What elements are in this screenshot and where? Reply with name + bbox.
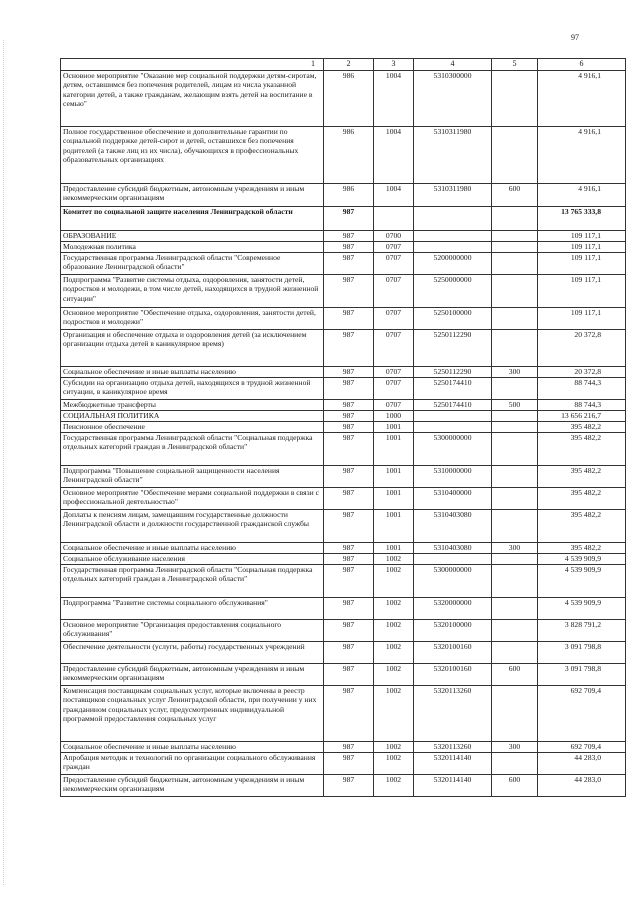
row-name-cell: Молодежная политика	[61, 242, 324, 253]
row-ministry-code-cell: 987	[324, 565, 374, 598]
row-amount-cell: 109 117,1	[538, 242, 626, 253]
table-row	[61, 330, 626, 367]
row-expense-type-cell	[492, 466, 538, 488]
scan-margin-edge	[3, 40, 4, 885]
row-expense-type-cell	[492, 488, 538, 510]
page-number: 97	[571, 33, 579, 42]
row-expense-type-cell: 500	[492, 400, 538, 411]
row-ministry-code-cell: 987	[324, 620, 374, 642]
table-row	[61, 367, 626, 378]
row-amount-cell: 109 117,1	[538, 308, 626, 330]
column-header-1: 1	[61, 59, 324, 71]
row-target-article-cell: 5250112290	[414, 330, 492, 367]
row-amount-cell: 395 482,2	[538, 510, 626, 543]
row-name-cell: Предоставление субсидий бюджетным, автономным учреждениям и иным некоммерческим организациям	[61, 775, 324, 797]
table-row	[61, 378, 626, 400]
row-name-cell: Подпрограмма "Развитие системы социального обслуживания"	[61, 598, 324, 620]
row-amount-cell: 4 916,1	[538, 71, 626, 127]
row-name-cell: Комитет по социальной защите населения Ленинградской области	[61, 207, 324, 231]
row-expense-type-cell	[492, 242, 538, 253]
row-name-cell: Основное мероприятие "Оказание мер социальной поддержки детям-сиротам, детям, оставшимся без попечения родителей, лицам из числа указанной категории детей, а также гражданам, желающим взять детей на воспитание в семью"	[61, 71, 324, 127]
row-section-code-cell: 1002	[374, 775, 414, 797]
row-amount-cell: 395 482,2	[538, 543, 626, 554]
row-expense-type-cell	[492, 598, 538, 620]
row-expense-type-cell: 600	[492, 184, 538, 207]
row-ministry-code-cell: 987	[324, 378, 374, 400]
row-section-code-cell: 0707	[374, 367, 414, 378]
table-row	[61, 207, 626, 231]
row-target-article-cell	[414, 231, 492, 242]
row-name-cell: Компенсация поставщикам социальных услуг, которые включены в реестр поставщиков социальных услуг Ленинградской области, при получении у них гражданином социальных услуг, предусмотренных индивидуальной программой предоставления социальных услуг	[61, 686, 324, 742]
row-target-article-cell: 5310000000	[414, 466, 492, 488]
row-amount-cell: 44 283,0	[538, 775, 626, 797]
row-section-code-cell: 0700	[374, 231, 414, 242]
row-expense-type-cell: 600	[492, 664, 538, 686]
row-name-cell: Основное мероприятие "Организация предоставления социального обслуживания"	[61, 620, 324, 642]
row-expense-type-cell	[492, 433, 538, 466]
row-ministry-code-cell: 987	[324, 753, 374, 775]
row-amount-cell: 4 916,1	[538, 127, 626, 184]
row-target-article-cell: 5320114140	[414, 753, 492, 775]
row-target-article-cell: 5320100160	[414, 664, 492, 686]
row-ministry-code-cell: 987	[324, 466, 374, 488]
row-section-code-cell: 1001	[374, 510, 414, 543]
row-ministry-code-cell: 987	[324, 400, 374, 411]
row-expense-type-cell	[492, 565, 538, 598]
row-ministry-code-cell: 987	[324, 686, 374, 742]
row-name-cell: Социальное обеспечение и иные выплаты населению	[61, 543, 324, 554]
row-section-code-cell: 1004	[374, 127, 414, 184]
row-target-article-cell: 5310403080	[414, 510, 492, 543]
row-ministry-code-cell: 987	[324, 433, 374, 466]
row-ministry-code-cell: 987	[324, 207, 374, 231]
table-row	[61, 411, 626, 422]
row-target-article-cell	[414, 554, 492, 565]
row-expense-type-cell	[492, 422, 538, 433]
table-row	[61, 753, 626, 775]
row-ministry-code-cell: 987	[324, 598, 374, 620]
row-ministry-code-cell: 986	[324, 127, 374, 184]
table-row	[61, 565, 626, 598]
row-section-code-cell: 0707	[374, 378, 414, 400]
row-expense-type-cell	[492, 127, 538, 184]
row-name-cell: Предоставление субсидий бюджетным, автономным учреждениям и иным некоммерческим организациям	[61, 184, 324, 207]
row-name-cell: Организация и обеспечение отдыха и оздоровления детей (за исключением организации отдыха детей в каникулярное время)	[61, 330, 324, 367]
row-section-code-cell: 0707	[374, 308, 414, 330]
row-amount-cell: 44 283,0	[538, 753, 626, 775]
row-section-code-cell: 1004	[374, 184, 414, 207]
row-amount-cell: 20 372,8	[538, 330, 626, 367]
table-row	[61, 510, 626, 543]
row-section-code-cell: 0707	[374, 242, 414, 253]
row-name-cell: Государственная программа Ленинградской области "Социальная поддержка отдельных категорий граждан в Ленинградской области"	[61, 433, 324, 466]
row-expense-type-cell	[492, 686, 538, 742]
row-amount-cell: 692 709,4	[538, 686, 626, 742]
column-header-6: 6	[538, 59, 626, 71]
column-header-3: 3	[374, 59, 414, 71]
row-target-article-cell: 5250100000	[414, 308, 492, 330]
row-expense-type-cell: 300	[492, 742, 538, 753]
row-section-code-cell: 1002	[374, 554, 414, 565]
table-row	[61, 742, 626, 753]
row-section-code-cell: 1001	[374, 433, 414, 466]
row-name-cell: Субсидии на организацию отдыха детей, находящихся в трудной жизненной ситуации, в каникулярное время	[61, 378, 324, 400]
row-section-code-cell: 1002	[374, 753, 414, 775]
row-target-article-cell: 5320114140	[414, 775, 492, 797]
row-amount-cell: 13 765 333,8	[538, 207, 626, 231]
row-amount-cell: 395 482,2	[538, 422, 626, 433]
row-target-article-cell: 5250174410	[414, 378, 492, 400]
row-section-code-cell: 1001	[374, 543, 414, 554]
row-ministry-code-cell: 987	[324, 330, 374, 367]
row-name-cell: ОБРАЗОВАНИЕ	[61, 231, 324, 242]
budget-table	[60, 58, 626, 797]
row-ministry-code-cell: 987	[324, 231, 374, 242]
row-section-code-cell: 1002	[374, 642, 414, 664]
row-name-cell: Государственная программа Ленинградской области "Социальная поддержка отдельных категорий граждан в Ленинградской области"	[61, 565, 324, 598]
table-row	[61, 554, 626, 565]
row-ministry-code-cell: 987	[324, 510, 374, 543]
table-row	[61, 71, 626, 127]
row-amount-cell: 109 117,1	[538, 253, 626, 275]
row-target-article-cell: 5250112290	[414, 367, 492, 378]
row-name-cell: СОЦИАЛЬНАЯ ПОЛИТИКА	[61, 411, 324, 422]
row-section-code-cell: 1002	[374, 664, 414, 686]
row-amount-cell: 13 656 216,7	[538, 411, 626, 422]
row-ministry-code-cell: 987	[324, 367, 374, 378]
row-amount-cell: 395 482,2	[538, 488, 626, 510]
table-row	[61, 642, 626, 664]
table-row	[61, 775, 626, 797]
row-name-cell: Полное государственное обеспечение и дополнительные гарантии по социальной поддержке детей-сирот и детей, оставшихся без попечения родителей (а также лиц из их числа), обучающихся в профессиональных образовательных организациях	[61, 127, 324, 184]
row-target-article-cell: 5250000000	[414, 275, 492, 308]
table-row	[61, 253, 626, 275]
row-target-article-cell: 5300000000	[414, 433, 492, 466]
row-section-code-cell: 1001	[374, 422, 414, 433]
row-amount-cell: 395 482,2	[538, 466, 626, 488]
row-ministry-code-cell: 986	[324, 71, 374, 127]
row-amount-cell: 692 709,4	[538, 742, 626, 753]
row-target-article-cell: 5320113260	[414, 686, 492, 742]
row-amount-cell: 88 744,3	[538, 378, 626, 400]
row-name-cell: Социальное обслуживание населения	[61, 554, 324, 565]
column-header-5: 5	[492, 59, 538, 71]
row-section-code-cell: 1002	[374, 742, 414, 753]
row-expense-type-cell	[492, 207, 538, 231]
table-row	[61, 466, 626, 488]
row-expense-type-cell	[492, 620, 538, 642]
table-row	[61, 488, 626, 510]
row-target-article-cell: 5250174410	[414, 400, 492, 411]
row-amount-cell: 3 091 798,8	[538, 642, 626, 664]
row-ministry-code-cell: 987	[324, 775, 374, 797]
row-name-cell: Апробация методик и технологий по организации социального обслуживания граждан	[61, 753, 324, 775]
row-ministry-code-cell: 987	[324, 543, 374, 554]
row-section-code-cell: 1004	[374, 71, 414, 127]
row-name-cell: Пенсионное обеспечение	[61, 422, 324, 433]
row-section-code-cell: 1002	[374, 598, 414, 620]
row-ministry-code-cell: 987	[324, 742, 374, 753]
row-ministry-code-cell: 987	[324, 253, 374, 275]
row-section-code-cell: 1001	[374, 488, 414, 510]
row-section-code-cell	[374, 207, 414, 231]
row-ministry-code-cell: 987	[324, 664, 374, 686]
table-body	[61, 71, 626, 797]
row-target-article-cell	[414, 422, 492, 433]
row-target-article-cell	[414, 411, 492, 422]
table-row	[61, 127, 626, 184]
row-target-article-cell: 5300000000	[414, 565, 492, 598]
row-ministry-code-cell: 987	[324, 642, 374, 664]
table-row	[61, 686, 626, 742]
row-target-article-cell	[414, 242, 492, 253]
table-row	[61, 543, 626, 554]
row-name-cell: Подпрограмма "Развитие системы отдыха, оздоровления, занятости детей, подростков и молодежи, в том числе детей, находящихся в трудной жизненной ситуации"	[61, 275, 324, 308]
row-target-article-cell: 5310400000	[414, 488, 492, 510]
row-ministry-code-cell: 987	[324, 308, 374, 330]
row-target-article-cell: 5310311980	[414, 127, 492, 184]
row-name-cell: Доплаты к пенсиям лицам, замещавшим государственные должности Ленинградской области и должности государственной гражданской службы	[61, 510, 324, 543]
row-name-cell: Социальное обеспечение и иные выплаты населению	[61, 742, 324, 753]
row-expense-type-cell	[492, 275, 538, 308]
row-ministry-code-cell: 987	[324, 411, 374, 422]
row-expense-type-cell	[492, 308, 538, 330]
table-row	[61, 598, 626, 620]
row-expense-type-cell: 600	[492, 775, 538, 797]
row-amount-cell: 3 828 791,2	[538, 620, 626, 642]
table-row	[61, 308, 626, 330]
row-target-article-cell: 5310311980	[414, 184, 492, 207]
row-amount-cell: 109 117,1	[538, 231, 626, 242]
table-row	[61, 275, 626, 308]
row-amount-cell: 109 117,1	[538, 275, 626, 308]
table-row	[61, 620, 626, 642]
row-name-cell: Основное мероприятие "Обеспечение отдыха, оздоровления, занятости детей, подростков и молодежи"	[61, 308, 324, 330]
row-name-cell: Межбюджетные трансферты	[61, 400, 324, 411]
row-expense-type-cell	[492, 253, 538, 275]
row-expense-type-cell: 300	[492, 543, 538, 554]
row-section-code-cell: 0707	[374, 330, 414, 367]
row-amount-cell: 20 372,8	[538, 367, 626, 378]
row-section-code-cell: 1000	[374, 411, 414, 422]
row-target-article-cell: 5200000000	[414, 253, 492, 275]
row-section-code-cell: 0707	[374, 275, 414, 308]
row-expense-type-cell	[492, 510, 538, 543]
row-expense-type-cell	[492, 71, 538, 127]
table-row	[61, 422, 626, 433]
row-target-article-cell: 5320100160	[414, 642, 492, 664]
row-expense-type-cell	[492, 411, 538, 422]
row-section-code-cell: 0707	[374, 253, 414, 275]
row-name-cell: Основное мероприятие "Обеспечение мерами социальной поддержки в связи с профессиональной деятельностью"	[61, 488, 324, 510]
row-amount-cell: 4 539 909,9	[538, 565, 626, 598]
table-row	[61, 231, 626, 242]
row-ministry-code-cell: 987	[324, 554, 374, 565]
table-row	[61, 242, 626, 253]
row-name-cell: Обеспечение деятельности (услуги, работы) государственных учреждений	[61, 642, 324, 664]
row-target-article-cell: 5320100000	[414, 620, 492, 642]
row-expense-type-cell	[492, 378, 538, 400]
row-amount-cell: 88 744,3	[538, 400, 626, 411]
row-target-article-cell	[414, 207, 492, 231]
row-expense-type-cell: 300	[492, 367, 538, 378]
row-target-article-cell: 5310403080	[414, 543, 492, 554]
table-header-row	[61, 59, 626, 71]
row-amount-cell: 4 539 909,9	[538, 598, 626, 620]
row-ministry-code-cell: 987	[324, 488, 374, 510]
column-header-2: 2	[324, 59, 374, 71]
row-ministry-code-cell: 987	[324, 275, 374, 308]
row-amount-cell: 395 482,2	[538, 433, 626, 466]
row-amount-cell: 4 916,1	[538, 184, 626, 207]
row-expense-type-cell	[492, 554, 538, 565]
row-target-article-cell: 5320113260	[414, 742, 492, 753]
row-section-code-cell: 0707	[374, 400, 414, 411]
row-ministry-code-cell: 986	[324, 184, 374, 207]
row-section-code-cell: 1002	[374, 620, 414, 642]
table-row	[61, 664, 626, 686]
row-amount-cell: 4 539 909,9	[538, 554, 626, 565]
row-expense-type-cell	[492, 231, 538, 242]
row-target-article-cell: 5320000000	[414, 598, 492, 620]
row-section-code-cell: 1001	[374, 466, 414, 488]
row-amount-cell: 3 091 798,8	[538, 664, 626, 686]
row-section-code-cell: 1002	[374, 686, 414, 742]
row-expense-type-cell	[492, 330, 538, 367]
row-name-cell: Подпрограмма "Повышение социальной защищенности населения Ленинградской области"	[61, 466, 324, 488]
row-name-cell: Государственная программа Ленинградской области "Современное образование Ленинградской области"	[61, 253, 324, 275]
row-expense-type-cell	[492, 753, 538, 775]
table-row	[61, 400, 626, 411]
column-header-4: 4	[414, 59, 492, 71]
row-ministry-code-cell: 987	[324, 422, 374, 433]
table-row	[61, 433, 626, 466]
row-expense-type-cell	[492, 642, 538, 664]
row-name-cell: Предоставление субсидий бюджетным, автономным учреждениям и иным некоммерческим организациям	[61, 664, 324, 686]
row-ministry-code-cell: 987	[324, 242, 374, 253]
row-target-article-cell: 5310300000	[414, 71, 492, 127]
row-name-cell: Социальное обеспечение и иные выплаты населению	[61, 367, 324, 378]
row-section-code-cell: 1002	[374, 565, 414, 598]
table-row	[61, 184, 626, 207]
